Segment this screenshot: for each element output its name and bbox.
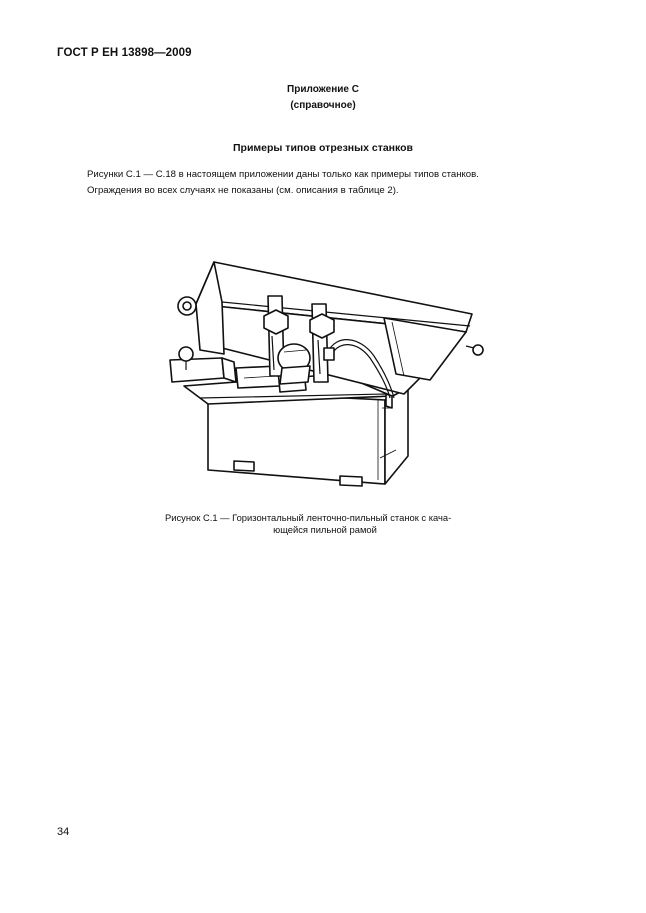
figure-band-saw-drawing <box>160 258 490 499</box>
page-number: 34 <box>57 826 70 838</box>
intro-line-2: Ограждения во всех случаях не показаны (см. описания в таблице 2). <box>87 185 399 196</box>
band-saw-illustration <box>160 258 490 494</box>
standard-code: ГОСТ Р ЕН 13898—2009 <box>57 47 192 59</box>
intro-paragraph <box>87 167 587 199</box>
annex-status: (справочное) <box>290 100 356 111</box>
annex-heading <box>0 82 646 114</box>
annex-title: Приложение С <box>287 84 359 95</box>
intro-line-1: Рисунки С.1 — С.18 в настоящем приложении даны только как примеры типов станков. <box>87 169 479 180</box>
section-title: Примеры типов отрезных станков <box>232 142 414 154</box>
motor <box>278 344 310 384</box>
figure-caption-line-1: Рисунок С.1 — Горизонтальный ленточно-пильный станок с кача- <box>165 512 452 523</box>
figure-caption <box>165 512 485 536</box>
figure-caption-line-2: ющейся пильной рамой <box>273 524 377 535</box>
